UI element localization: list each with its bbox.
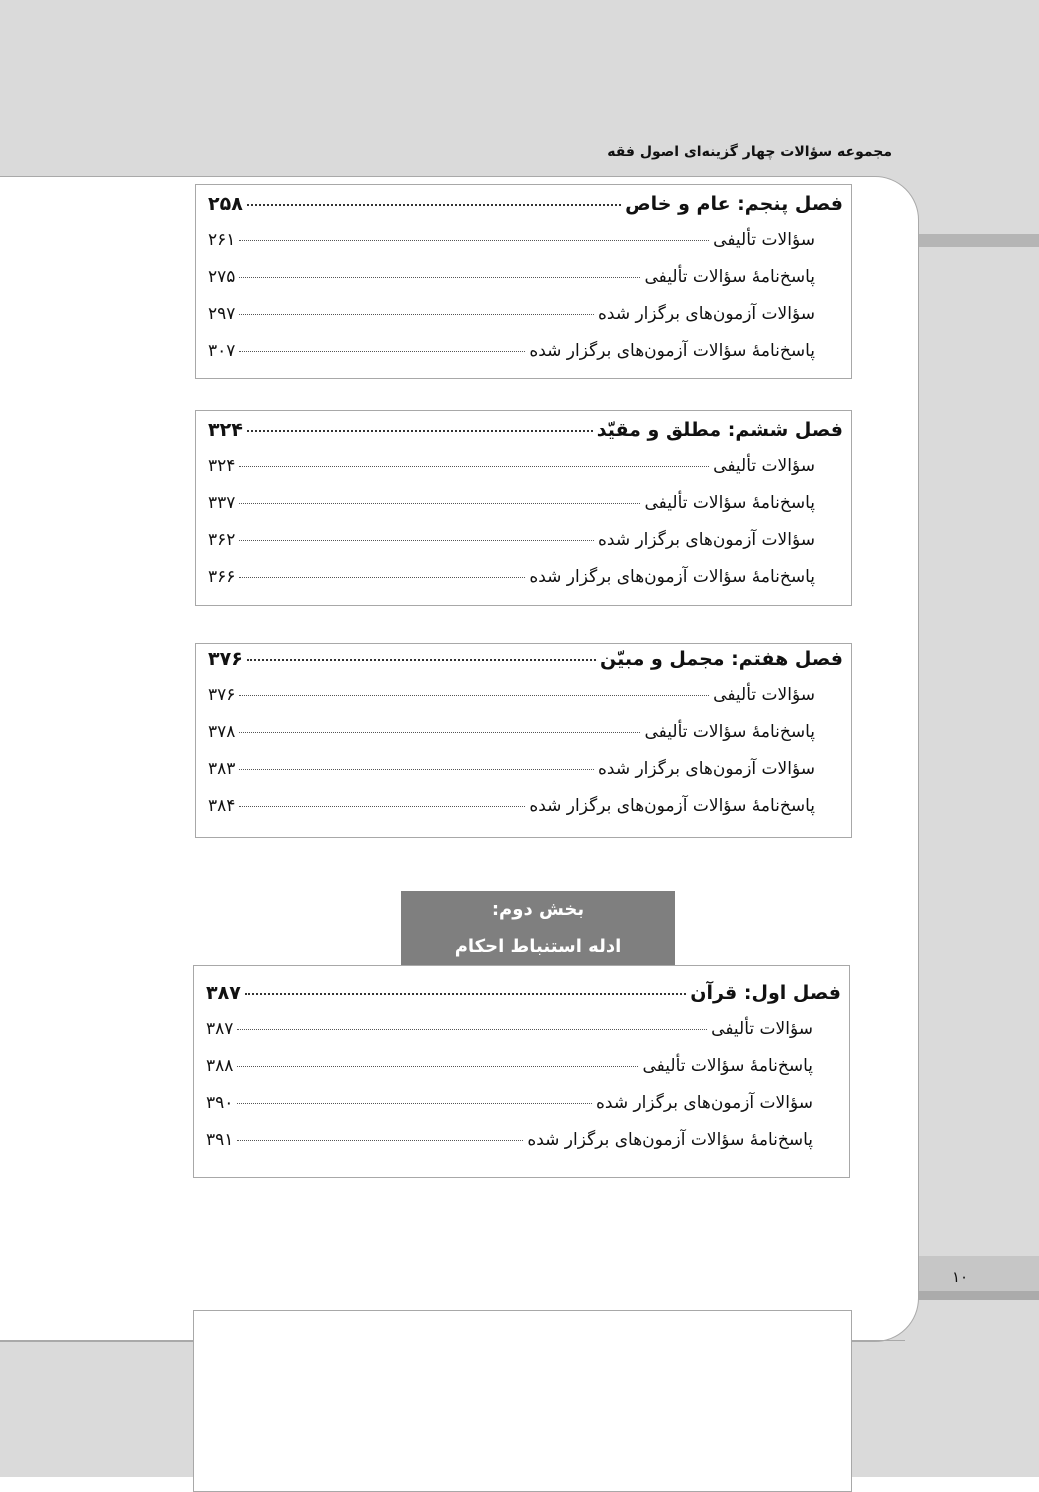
side-tab-upper bbox=[918, 234, 1039, 247]
running-head: مجموعه سؤالات چهار گزینه‌ای اصول فقه bbox=[607, 144, 892, 160]
item-page: ۳۸۳ bbox=[208, 759, 236, 779]
item-label: پاسخ‌نامهٔ سؤالات آزمون‌های برگزار شده bbox=[529, 796, 815, 816]
toc-chapter-row[interactable] bbox=[196, 193, 851, 230]
item-page: ۲۹۷ bbox=[208, 304, 236, 324]
toc-box-part2-chapter-1 bbox=[193, 965, 850, 1178]
item-label: پاسخ‌نامهٔ سؤالات آزمون‌های برگزار شده bbox=[529, 341, 815, 361]
chapter-page: ۳۷۶ bbox=[208, 648, 243, 670]
item-page: ۳۷۶ bbox=[208, 685, 236, 705]
dot-leader bbox=[237, 1028, 707, 1030]
section-banner bbox=[401, 891, 675, 966]
chapter-title: فصل اول: قرآن bbox=[690, 982, 841, 1004]
item-label: سؤالات آزمون‌های برگزار شده bbox=[597, 530, 815, 550]
dot-leader bbox=[247, 658, 596, 661]
chapter-page: ۲۵۸ bbox=[208, 193, 243, 215]
toc-chapter-row[interactable] bbox=[196, 419, 851, 456]
section-banner-line1: بخش دوم: bbox=[491, 899, 585, 920]
item-label: سؤالات تألیفی bbox=[713, 456, 815, 476]
toc-item-row[interactable] bbox=[196, 759, 851, 796]
toc-item-row[interactable] bbox=[194, 1130, 849, 1167]
toc-chapter-row[interactable] bbox=[196, 648, 851, 685]
dot-leader bbox=[239, 539, 594, 541]
dot-leader bbox=[239, 576, 525, 578]
dot-leader bbox=[247, 429, 593, 432]
toc-box-chapter-7 bbox=[195, 643, 852, 838]
item-label: سؤالات آزمون‌های برگزار شده bbox=[597, 759, 815, 779]
dot-leader bbox=[247, 203, 621, 206]
item-label: پاسخ‌نامهٔ سؤالات تألیفی bbox=[644, 493, 815, 513]
dot-leader bbox=[245, 992, 686, 995]
page-number: ۱۰ bbox=[951, 1268, 969, 1286]
next-page-box bbox=[193, 1310, 852, 1492]
toc-chapter-row[interactable] bbox=[194, 982, 849, 1019]
toc-item-row[interactable] bbox=[194, 1093, 849, 1130]
item-label: سؤالات تألیفی bbox=[713, 685, 815, 705]
dot-leader bbox=[239, 731, 640, 733]
dot-leader bbox=[239, 768, 594, 770]
toc-item-row[interactable] bbox=[196, 796, 851, 833]
item-page: ۳۹۰ bbox=[206, 1093, 234, 1113]
toc-item-row[interactable] bbox=[196, 530, 851, 567]
side-tab-lower-strip bbox=[918, 1291, 1039, 1300]
chapter-title: فصل هفتم: مجمل و مبیّن bbox=[599, 648, 843, 670]
dot-leader bbox=[239, 465, 709, 467]
dot-leader bbox=[239, 239, 709, 241]
item-label: سؤالات تألیفی bbox=[711, 1019, 813, 1039]
chapter-page: ۳۲۴ bbox=[208, 419, 243, 441]
item-page: ۳۰۷ bbox=[208, 341, 236, 361]
toc-item-row[interactable] bbox=[196, 304, 851, 341]
toc-item-row[interactable] bbox=[196, 685, 851, 722]
dot-leader bbox=[237, 1065, 638, 1067]
dot-leader bbox=[237, 1139, 523, 1141]
dot-leader bbox=[239, 313, 594, 315]
toc-box-chapter-6 bbox=[195, 410, 852, 606]
item-page: ۲۷۵ bbox=[208, 267, 236, 287]
item-page: ۳۲۴ bbox=[208, 456, 236, 476]
item-page: ۳۶۲ bbox=[208, 530, 236, 550]
item-label: پاسخ‌نامهٔ سؤالات تألیفی bbox=[642, 1056, 813, 1076]
chapter-title: فصل ششم: مطلق و مقیّد bbox=[596, 419, 843, 441]
item-page: ۳۸۸ bbox=[206, 1056, 234, 1076]
section-banner-line2: ادله استنباط احکام bbox=[454, 936, 622, 957]
item-page: ۲۶۱ bbox=[208, 230, 236, 250]
item-page: ۳۸۴ bbox=[208, 796, 236, 816]
item-label: پاسخ‌نامهٔ سؤالات تألیفی bbox=[644, 722, 815, 742]
toc-item-row[interactable] bbox=[196, 230, 851, 267]
item-page: ۳۶۶ bbox=[208, 567, 236, 587]
toc-box-chapter-5 bbox=[195, 184, 852, 379]
dot-leader bbox=[239, 276, 640, 278]
item-label: سؤالات آزمون‌های برگزار شده bbox=[597, 304, 815, 324]
toc-item-row[interactable] bbox=[196, 493, 851, 530]
dot-leader bbox=[239, 350, 525, 352]
item-page: ۳۸۷ bbox=[206, 1019, 234, 1039]
toc-item-row[interactable] bbox=[194, 1056, 849, 1093]
dot-leader bbox=[239, 502, 640, 504]
toc-item-row[interactable] bbox=[196, 722, 851, 759]
toc-item-row[interactable] bbox=[196, 567, 851, 604]
item-page: ۳۹۱ bbox=[206, 1130, 234, 1150]
item-page: ۳۳۷ bbox=[208, 493, 236, 513]
item-label: پاسخ‌نامهٔ سؤالات آزمون‌های برگزار شده bbox=[529, 567, 815, 587]
dot-leader bbox=[239, 805, 525, 807]
chapter-title: فصل پنجم: عام و خاص bbox=[625, 193, 843, 215]
toc-item-row[interactable] bbox=[196, 456, 851, 493]
toc-item-row[interactable] bbox=[194, 1019, 849, 1056]
toc-item-row[interactable] bbox=[196, 267, 851, 304]
dot-leader bbox=[239, 694, 709, 696]
chapter-page: ۳۸۷ bbox=[206, 982, 241, 1004]
item-label: سؤالات آزمون‌های برگزار شده bbox=[595, 1093, 813, 1113]
item-label: پاسخ‌نامهٔ سؤالات تألیفی bbox=[644, 267, 815, 287]
item-label: پاسخ‌نامهٔ سؤالات آزمون‌های برگزار شده bbox=[527, 1130, 813, 1150]
item-page: ۳۷۸ bbox=[208, 722, 236, 742]
item-label: سؤالات تألیفی bbox=[713, 230, 815, 250]
toc-item-row[interactable] bbox=[196, 341, 851, 378]
dot-leader bbox=[237, 1102, 592, 1104]
